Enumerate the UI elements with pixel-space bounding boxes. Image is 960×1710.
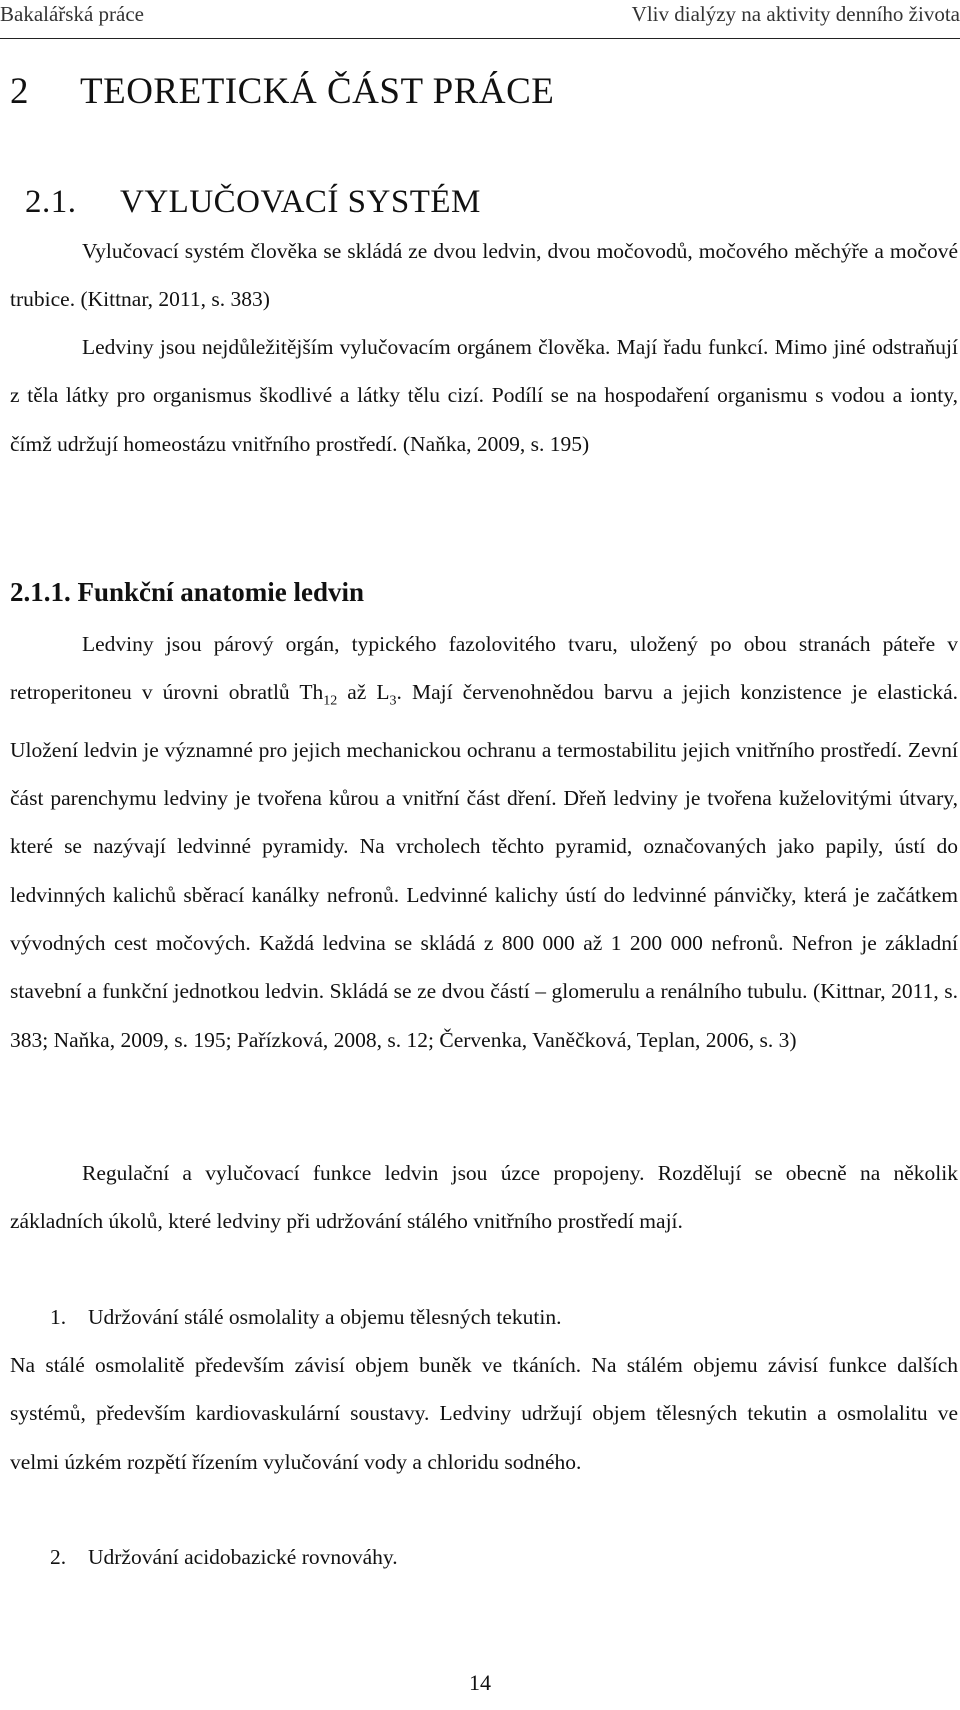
subsection-heading — [10, 577, 364, 608]
paragraph-excretory-system: Vylučovací systém člověka se skládá ze dvou ledvin, dvou močovodů, močového měchýře a močové trubice. (Kittnar, 2011, s. 383) — [10, 239, 958, 312]
header-thesis-type: Bakalářská práce — [0, 2, 144, 26]
list-item-acid-base — [50, 1533, 950, 1581]
subsection-title: Funkční anatomie ledvin — [77, 577, 365, 607]
section-number: 2.1. — [25, 184, 77, 220]
page-number: 14 — [469, 1670, 491, 1695]
anatomy-text-part1: Ledviny jsou párový orgán, typického fazolovitého tvaru, uložený po obou stranách páteře v retroperitoneu v úrovni obratlů Th — [10, 632, 958, 705]
list-item-text: Udržování acidobazické rovnováhy. — [88, 1545, 398, 1569]
list-item-osmolality — [50, 1293, 950, 1341]
paragraph-kidneys-function: Ledviny jsou nejdůležitějším vylučovacím orgánem člověka. Mají řadu funkcí. Mimo jiné odstraňují z těla látky pro organismus škodlivé a látky tělu cizí. Podílí se na hospodaření organismu s vodou a ionty, čímž udržují homeostázu vnitřního prostředí. (Naňka, 2009, s. 195) — [10, 335, 958, 456]
chapter-title: TEORETICKÁ ČÁST PRÁCE — [80, 71, 555, 112]
anatomy-text-part2: až L — [337, 680, 390, 705]
anatomy-text-part3: . Mají červenohnědou barvu a jejich konzistence je elastická. Uložení ledvin je významné pro jejich mechanickou ochranu a termostabilitu jejich vnitřního prostředí. Zevní část parenchymu ledviny je tvořena kůrou a vnitřní část dření. Dřeň ledviny je tvořena kuželovitými útvary, které se nazývají ledvinné pyramidy. Na vrcholech těchto pyramid, označovaných jako papily, ústí do ledvinných kalichů sběrací kanálky nefronů. Ledvinné kalichy ústí do ledvinné pánvičky, která je začátkem vývodných cest močových. Každá ledvina se skládá z 800 000 až 1 200 000 nefronů. Nefron je základní stavební a funkční jednotkou ledvin. Skládá se ze dvou částí – glomerulu a renálního tubulu. (Kittnar, 2011, s. 383; Naňka, 2009, s. 195; Pařízková, 2008, s. 12; Červenka, Vaněčková, Teplan, 2006, s. 3) — [10, 680, 958, 1052]
subsection-number: 2.1.1. — [10, 577, 71, 607]
paragraph-kidney-anatomy — [10, 620, 958, 1064]
list-item-text: Udržování stálé osmolality a objemu tělesných tekutin. — [88, 1305, 562, 1329]
chapter-heading — [10, 70, 554, 113]
section-heading — [10, 184, 481, 221]
paragraph-osmolality: Na stálé osmolalitě především závisí objem buněk ve tkáních. Na stálém objemu závisí funkce dalších systémů, především kardiovaskulární soustavy. Ledviny udržují objem tělesných tekutin a osmolalitu ve velmi úzkém rozpětí řízením vylučování vody a chloridu sodného. — [10, 1353, 958, 1474]
header-thesis-title: Vliv dialýzy na aktivity denního života — [631, 2, 960, 26]
paragraph-regulation: Regulační a vylučovací funkce ledvin jsou úzce propojeny. Rozdělují se obecně na několik základních úkolů, které ledviny při udržování stálého vnitřního prostředí mají. — [10, 1161, 958, 1234]
anatomy-subscript-3: 3 — [389, 693, 397, 709]
anatomy-subscript-12: 12 — [323, 693, 338, 709]
chapter-number: 2 — [10, 71, 29, 112]
list-item-number: 1. — [50, 1305, 67, 1329]
list-item-number: 2. — [50, 1545, 67, 1569]
running-header — [0, 0, 960, 39]
section-title: VYLUČOVACÍ SYSTÉM — [120, 184, 481, 220]
